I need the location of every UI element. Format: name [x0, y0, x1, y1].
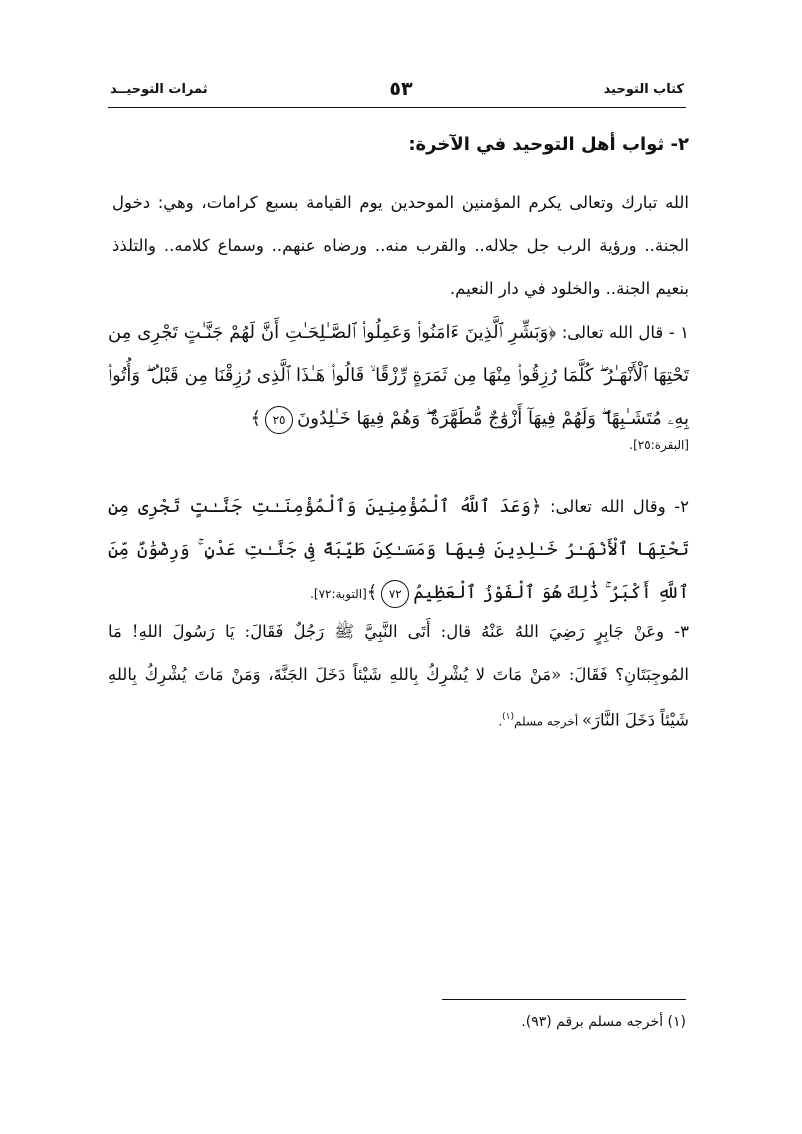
- sentence-end: .: [498, 714, 503, 729]
- hadith-text: وعَنْ جَابِرٍ رَضِيَ اللهُ عَنْهُ قال: أَتَى النَّبِيَّ ﷺ رَجُلٌ فَقَالَ: يَا رَسُولَ اللهِ! مَا المُوجِبَتَانِ؟ فَقَالَ: «مَنْ مَاتَ لا يُشْرِكُ بِاللهِ شَيْئاً دَخَلَ الجَنَّةَ، وَمَنْ مَاتَ يُشْرِكُ بِاللهِ شَيْئاً دَخَلَ النَّارَ»: [108, 622, 689, 730]
- item-number: ٣-: [664, 622, 689, 641]
- item-number: ١ -: [663, 323, 689, 342]
- running-header-book-title: كتاب التوحيد: [603, 82, 684, 97]
- ayah-number-marker: ٧٢: [381, 580, 409, 608]
- hadith-source: أخرجه مسلم: [514, 714, 582, 729]
- quran-verse: وَبَشِّرِ ٱلَّذِينَ ءَامَنُوا۟ وَعَمِلُوا۟ ٱلصَّـٰلِحَـٰتِ أَنَّ لَهُمْ جَنَّـٰتٍ تَجْرِى مِن تَحْتِهَا ٱلْأَنْهَـٰرُ ۖ كُلَّمَا رُزِقُوا۟ مِنْهَا مِن ثَمَرَةٍ رِّزْقًا ۙ قَالُوا۟ هَـٰذَا ٱلَّذِى رُزِقْنَا مِن قَبْلُ ۖ وَأُتُوا۟ بِهِۦ مُتَشَـٰبِهًا ۖ وَلَهُمْ فِيهَآ أَزْوَٰجٌ مُّطَهَّرَةٌ ۖ وَهُمْ فِيهَا خَـٰلِدُونَ: [108, 322, 689, 429]
- evidence-item-2: [108, 485, 689, 616]
- verse-reference: [البقرة:٢٥].: [629, 438, 689, 452]
- evidence-item-3: [108, 610, 689, 744]
- ayah-number-marker: ٢٥: [265, 406, 293, 434]
- section-heading: ٢- ثواب أهل التوحيد في الآخرة:: [408, 134, 689, 155]
- intro-paragraph: الله تبارك وتعالى يكرم المؤمنين الموحدين يوم القيامة بسبع كرامات، وهي: دخول الجنة.. ورؤية الرب جل جلاله.. والقرب منه.. ورضاه عنهم.. وسماع كلامه.. والتلذذ بنعيم الجنة.. والخلود في دار النعيم.: [112, 193, 689, 298]
- footnote-divider: [442, 999, 686, 1000]
- footnote-marker[interactable]: (١): [502, 712, 515, 722]
- quran-close-bracket: ﴾: [366, 582, 378, 603]
- page-number: ٥٣: [389, 78, 413, 100]
- footnote: (١) أخرجه مسلم برقم (٩٣).: [521, 1014, 686, 1030]
- item-number: ٢-: [665, 497, 689, 516]
- quran-verse: وَعَدَ ٱللَّهُ ٱلْمُؤْمِنِينَ وَٱلْمُؤْمِنَـٰتِ جَنَّـٰتٍ تَجْرِى مِن تَحْتِهَا ٱلْأَنْهَـٰرُ خَـٰلِدِينَ فِيهَا وَمَسَـٰكِنَ طَيِّبَةً فِى جَنَّـٰتِ عَدْنٍ ۚ وَرِضْوَٰنٌ مِّنَ ٱللَّهِ أَكْبَرُ ۚ ذَٰلِكَ هُوَ ٱلْفَوْزُ ٱلْعَظِيمُ: [108, 496, 689, 603]
- running-header-section-title: ثمرات التوحيــد: [110, 82, 208, 97]
- verse-reference: [التوبة:٧٢].: [310, 587, 367, 601]
- item-lead: قال الله تعالى:: [556, 323, 664, 342]
- header-divider: [108, 107, 686, 108]
- quran-open-bracket: ﴿: [530, 496, 542, 517]
- quran-open-bracket: ﴿: [548, 322, 557, 343]
- quran-close-bracket: ﴾: [250, 408, 262, 429]
- item-lead: وقال الله تعالى:: [541, 497, 666, 516]
- evidence-item-1: [108, 311, 689, 440]
